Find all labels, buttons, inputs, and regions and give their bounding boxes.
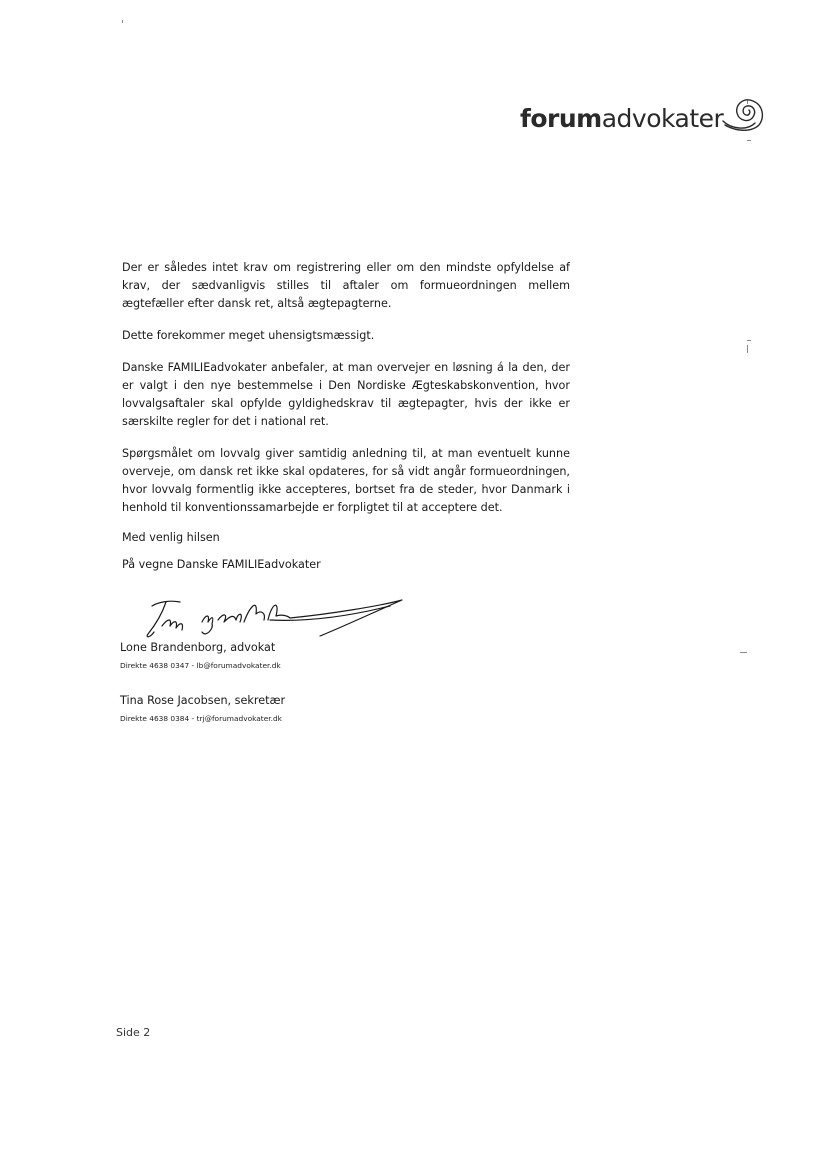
signatory-contact: Direkte 4638 0347 - lb@forumadvokater.dk bbox=[120, 661, 281, 670]
logo-wordmark: forumadvokater bbox=[520, 103, 724, 133]
signatory-name: Tina Rose Jacobsen, sekretær bbox=[120, 694, 286, 707]
signatory-name: Lone Brandenborg, advokat bbox=[120, 641, 276, 654]
closing-greeting: Med venlig hilsen bbox=[122, 531, 220, 544]
handwritten-signature bbox=[140, 592, 410, 642]
scan-speck bbox=[747, 340, 751, 341]
scan-speck bbox=[747, 345, 748, 353]
paragraph: Danske FAMILIEadvokater anbefaler, at man overvejer en løsning á la den, der er valgt i den nye bestemmelse i Den Nordiske Ægteskabskonvention, hvor lovvalgsaftaler skal opfylde gyldighedskrav til ægtepagter, hvis der ikke er særskilte regler for det i national ret. bbox=[122, 361, 570, 428]
paragraph: Spørgsmålet om lovvalg giver samtidig anledning til, at man eventuelt kunne overveje, om dansk ret ikke skal opdateres, for så vidt angår formueordningen, hvor lovvalg formentlig ikke accepteres, bortset fra de steder, hvor Danmark i henhold til konventionssamarbejde er forpligtet til at acceptere det. bbox=[122, 447, 570, 514]
scan-speck bbox=[122, 20, 123, 23]
scan-speck bbox=[740, 652, 747, 653]
closing-on-behalf: På vegne Danske FAMILIEadvokater bbox=[122, 558, 321, 571]
scan-speck bbox=[747, 140, 751, 141]
signatory-contact: Direkte 4638 0384 - trj@forumadvokater.dk bbox=[120, 714, 282, 723]
page-number: Side 2 bbox=[116, 1026, 151, 1039]
paragraph: Dette forekommer meget uhensigtsmæssigt. bbox=[122, 329, 375, 342]
letter-body bbox=[122, 259, 570, 531]
paragraph: Der er således intet krav om registrering eller om den mindste opfyldelse af krav, der sædvanligvis stilles til aftaler om formueordningen mellem ægtefæller efter dansk ret, altså ægtepagterne. bbox=[122, 261, 570, 310]
company-logo bbox=[520, 100, 767, 136]
spiral-logo-icon bbox=[721, 95, 767, 135]
